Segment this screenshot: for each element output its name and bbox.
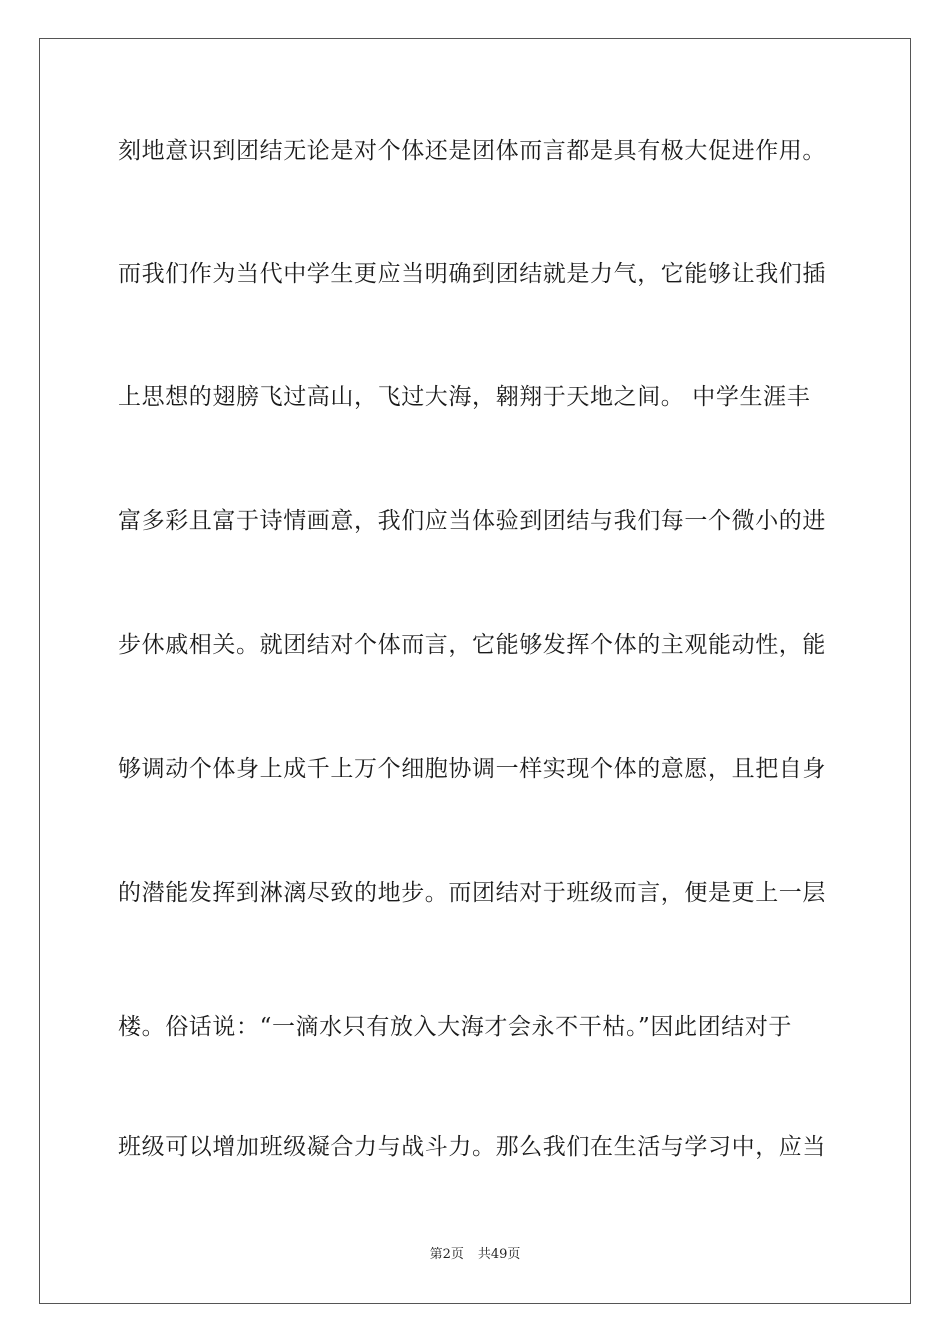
page-footer <box>0 1246 950 1264</box>
body-text-line: 楼。俗话说：“一滴水只有放入大海才会永不干枯。”因此团结对于 <box>118 1014 793 1040</box>
body-text-line: 班级可以增加班级凝合力与战斗力。那么我们在生活与学习中，应当 <box>118 1134 826 1160</box>
body-text-line: 的潜能发挥到淋漓尽致的地步。而团结对于班级而言，便是更上一层 <box>118 880 826 906</box>
body-text-line: 上思想的翅膀飞过高山，飞过大海，翱翔于天地之间。 中学生涯丰 <box>118 384 811 410</box>
page-border <box>39 38 911 1304</box>
body-text-line: 够调动个体身上成千上万个细胞协调一样实现个体的意愿，且把自身 <box>118 756 826 782</box>
body-text-line: 步休戚相关。就团结对个体而言，它能够发挥个体的主观能动性，能 <box>118 632 826 658</box>
body-text-line: 富多彩且富于诗情画意，我们应当体验到团结与我们每一个微小的进 <box>118 508 826 534</box>
body-text-line: 而我们作为当代中学生更应当明确到团结就是力气，它能够让我们插 <box>118 261 826 287</box>
page-number: 第2页 <box>429 1247 464 1262</box>
body-text-line: 刻地意识到团结无论是对个体还是团体而言都是具有极大促进作用。 <box>118 138 826 164</box>
page-total: 共49页 <box>477 1247 521 1262</box>
